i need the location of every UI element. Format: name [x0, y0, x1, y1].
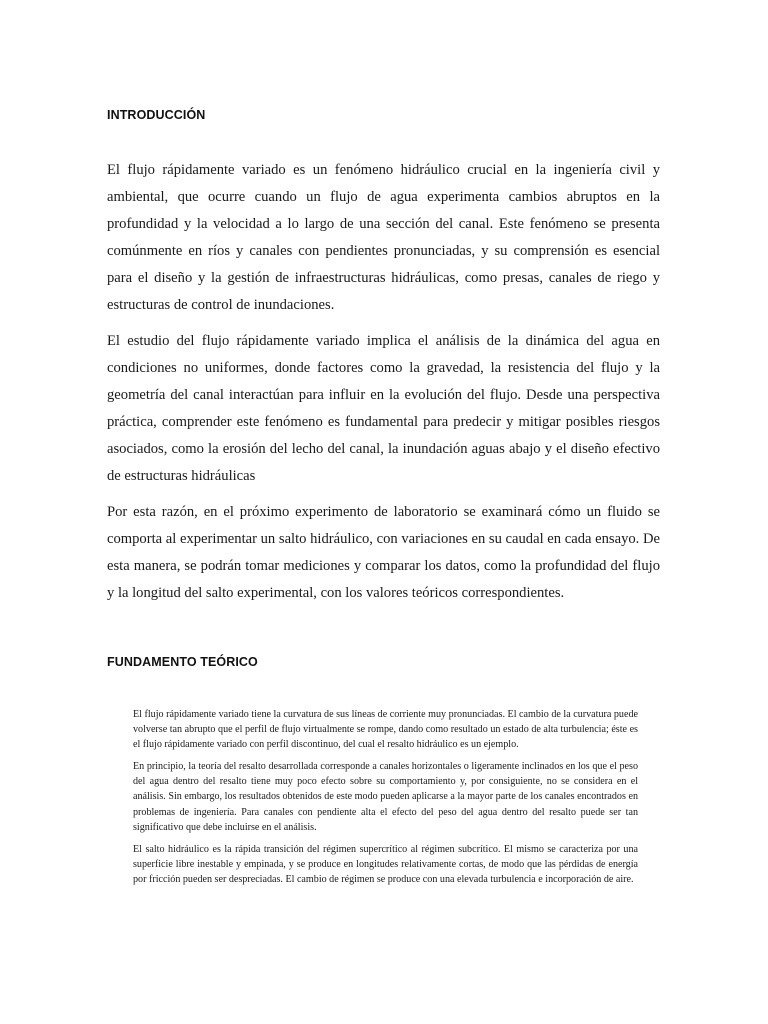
- intro-paragraph-3: Por esta razón, en el próximo experimento de laboratorio se examinará cómo un fluido se comporta al experimentar un salto hidráulico, con variaciones en su caudal en cada ensayo. De esta manera, se podrán tomar mediciones y comparar los datos, como la profundidad del flujo y la longitud del salto experimental, con los valores teóricos correspondientes.: [107, 504, 660, 601]
- fundamento-paragraph-3: El salto hidráulico es la rápida transición del régimen supercrítico al régimen subcrítico. El mismo se caracteriza por una superficie libre inestable y empinada, y se produce en longitudes relativamente cortas, de modo que las pérdidas de energía por fricción pueden ser despreciadas. El cambio de régimen se produce con una elevada turbulencia e incorporación de aire.: [133, 843, 638, 885]
- introduccion-body: [107, 157, 660, 616]
- intro-paragraph-1: El flujo rápidamente variado es un fenómeno hidráulico crucial en la ingeniería civil y ambiental, que ocurre cuando un flujo de agua experimenta cambios abruptos en la profundidad y la velocidad a lo largo de una sección del canal. Este fenómeno se presenta comúnmente en ríos y canales con pendientes pronunciadas, y su comprensión es esencial para el diseño y la gestión de infraestructuras hidráulicas, como presas, canales de riego y estructuras de control de inundaciones.: [107, 162, 660, 313]
- fundamento-body: [133, 707, 638, 894]
- fundamento-paragraph-2: En principio, la teoría del resalto desarrollada corresponde a canales horizontales o ligeramente inclinados en los que el peso del agua dentro del resalto tiene muy poco efecto sobre su comportamiento y, por consiguiente, no se considera en el análisis. Sin embargo, los resultados obtenidos de este modo pueden aplicarse a la mayor parte de los canales encontrados en problemas de ingeniería. Para canales con pendiente alta el efecto del peso del agua dentro del resalto puede ser tan significativo que debe incluirse en el análisis.: [133, 761, 638, 833]
- section-heading-introduccion: INTRODUCCIÓN: [107, 108, 206, 122]
- section-heading-fundamento-teorico: FUNDAMENTO TEÓRICO: [107, 655, 258, 669]
- fundamento-paragraph-1: El flujo rápidamente variado tiene la curvatura de sus líneas de corriente muy pronunciadas. El cambio de la curvatura puede volverse tan abrupto que el perfil de flujo virtualmente se rompe, dando como resultado un estado de alta turbulencia; éste es el flujo rápidamente variado con perfil discontinuo, del cual el resalto hidráulico es un ejemplo.: [133, 709, 638, 751]
- intro-paragraph-2: El estudio del flujo rápidamente variado implica el análisis de la dinámica del agua en condiciones no uniformes, donde factores como la gravedad, la resistencia del flujo y la geometría del canal interactúan para influir en la evolución del flujo. Desde una perspectiva práctica, comprender este fenómeno es fundamental para predecir y mitigar posibles riesgos asociados, como la erosión del lecho del canal, la inundación aguas abajo y el diseño efectivo de estructuras hidráulicas: [107, 333, 660, 484]
